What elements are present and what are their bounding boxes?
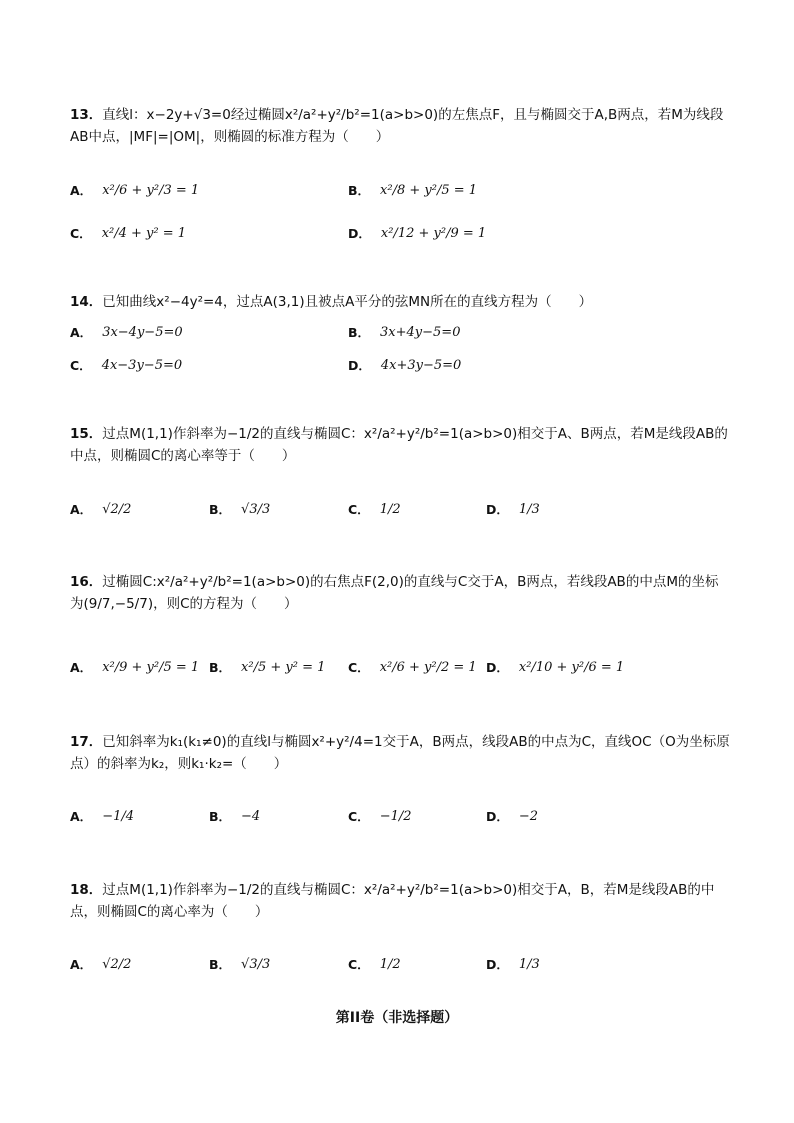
question-text: 过点M(1,1)作斜率为−1/2的直线与椭圆C：x²/a²+y²/b²=1(a>b>0)相交于A，B，若M是线段AB的中点，则椭圆C的离心率为（ ） xyxy=(70,882,715,920)
option-c[interactable]: C． −1/2 xyxy=(348,808,412,824)
option-a[interactable]: A． −1/4 xyxy=(70,808,135,824)
question-number: 15． xyxy=(70,426,103,442)
option-c[interactable]: C． x²/4 + y² = 1 xyxy=(70,225,187,241)
question-stem xyxy=(70,423,730,467)
question-number: 17． xyxy=(70,734,103,750)
option-a[interactable]: A． x²/9 + y²/5 = 1 xyxy=(70,659,200,675)
option-c[interactable]: C． 4x−3y−5=0 xyxy=(70,357,183,373)
option-a[interactable]: A． √2/2 xyxy=(70,956,132,972)
question-number: 13． xyxy=(70,107,103,123)
option-a[interactable]: A． √2/2 xyxy=(70,501,132,517)
question-number: 16． xyxy=(70,574,103,590)
question-stem xyxy=(70,879,730,923)
option-b[interactable]: B． 3x+4y−5=0 xyxy=(348,324,461,340)
question-text: 过点M(1,1)作斜率为−1/2的直线与椭圆C：x²/a²+y²/b²=1(a>b>0)相交于A、B两点，若M是线段AB的中点，则椭圆C的离心率等于（ ） xyxy=(70,426,728,464)
question-17 xyxy=(70,731,730,775)
option-d[interactable]: D． −2 xyxy=(486,808,539,824)
option-c[interactable]: C． 1/2 xyxy=(348,501,401,517)
section-heading: 第II卷（非选择题） xyxy=(335,1010,459,1026)
question-number: 18． xyxy=(70,882,103,898)
option-c[interactable]: C． 1/2 xyxy=(348,956,401,972)
option-d[interactable]: D． 1/3 xyxy=(486,501,540,517)
option-d[interactable]: D． x²/12 + y²/9 = 1 xyxy=(348,225,487,241)
question-18 xyxy=(70,879,730,923)
question-14 xyxy=(70,291,730,313)
question-stem xyxy=(70,104,730,148)
option-b[interactable]: B． √3/3 xyxy=(209,501,271,517)
option-a[interactable]: A． 3x−4y−5=0 xyxy=(70,324,183,340)
question-number: 14． xyxy=(70,294,103,310)
question-16 xyxy=(70,571,730,615)
option-b[interactable]: B． x²/8 + y²/5 = 1 xyxy=(348,182,478,198)
question-13 xyxy=(70,104,730,148)
question-text: 过椭圆C:x²/a²+y²/b²=1(a>b>0)的右焦点F(2,0)的直线与C交于A，B两点，若线段AB的中点M的坐标为(9/7,−5/7)，则C的方程为（ ） xyxy=(70,574,719,612)
question-text: 直线l：x−2y+√3=0经过椭圆x²/a²+y²/b²=1(a>b>0)的左焦点F，且与椭圆交于A,B两点，若M为线段AB中点，|MF|=|OM|，则椭圆的标准方程为（ ） xyxy=(70,107,724,145)
question-stem xyxy=(70,571,730,615)
option-d[interactable]: D． x²/10 + y²/6 = 1 xyxy=(486,659,625,675)
question-text: 已知曲线x²−4y²=4，过点A(3,1)且被点A平分的弦MN所在的直线方程为（ ） xyxy=(102,294,593,310)
option-c[interactable]: C． x²/6 + y²/2 = 1 xyxy=(348,659,477,675)
option-b[interactable]: B． x²/5 + y² = 1 xyxy=(209,659,326,675)
option-d[interactable]: D． 1/3 xyxy=(486,956,540,972)
option-b[interactable]: B． √3/3 xyxy=(209,956,271,972)
question-stem xyxy=(70,291,730,313)
option-a[interactable]: A． x²/6 + y²/3 = 1 xyxy=(70,182,200,198)
option-b[interactable]: B． −4 xyxy=(209,808,261,824)
question-15 xyxy=(70,423,730,467)
question-stem xyxy=(70,731,730,775)
option-d[interactable]: D． 4x+3y−5=0 xyxy=(348,357,462,373)
question-text: 已知斜率为k₁(k₁≠0)的直线l与椭圆x²+y²/4=1交于A，B两点，线段AB的中点为C，直线OC（O为坐标原点）的斜率为k₂，则k₁·k₂=（ ） xyxy=(70,734,730,772)
